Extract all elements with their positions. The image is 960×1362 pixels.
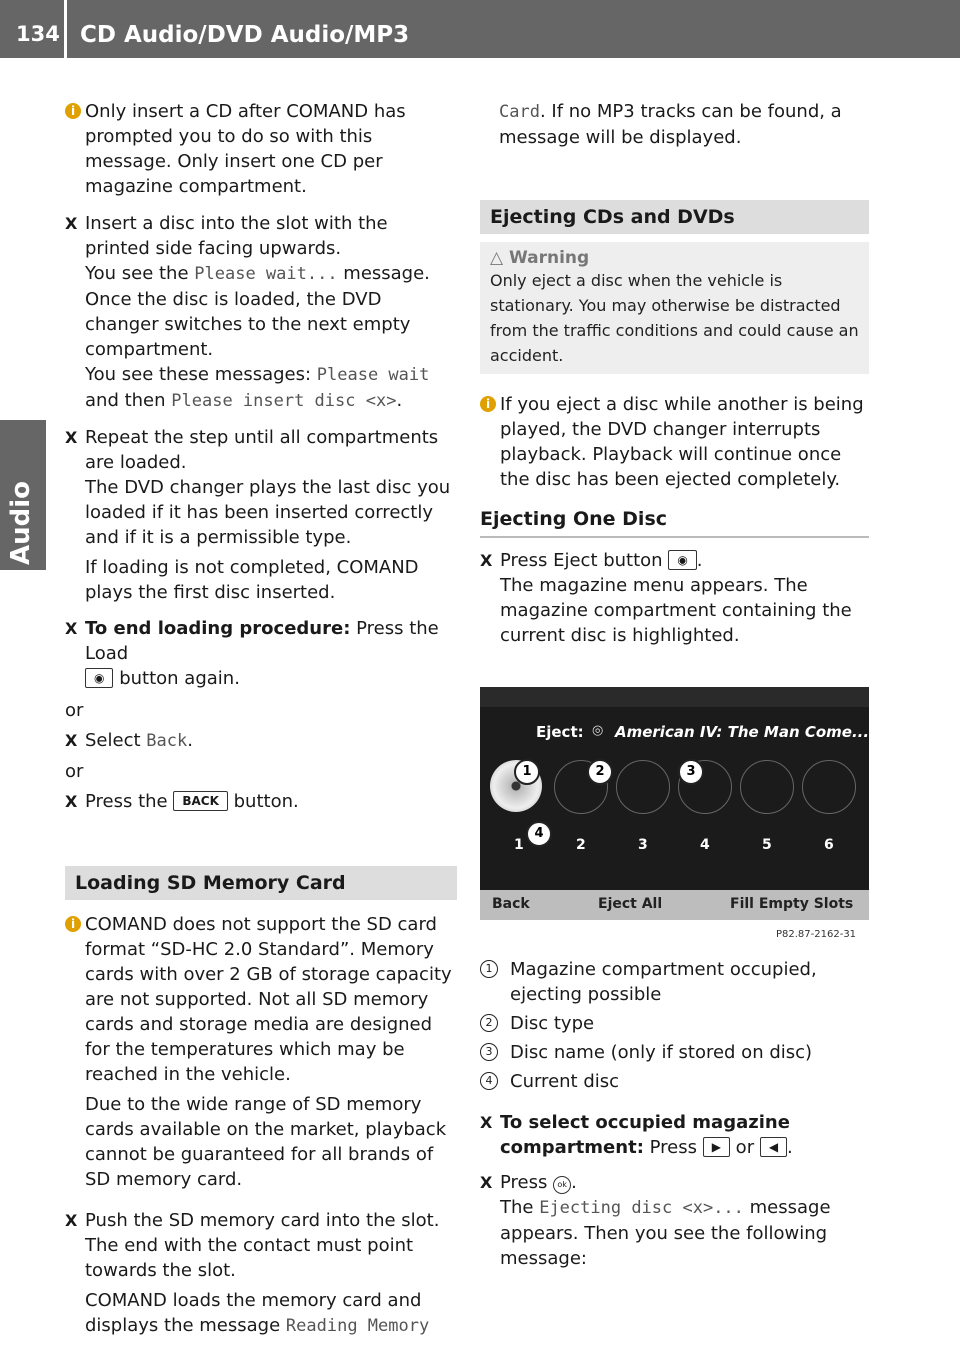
- display-message: Ejecting disc <x>...: [539, 1198, 744, 1218]
- step-text: .: [571, 1172, 577, 1193]
- warning-box: [480, 242, 869, 374]
- step-text: message.: [337, 263, 430, 284]
- step-arrow-icon: X: [65, 428, 78, 447]
- warning-triangle-icon: △: [490, 248, 509, 268]
- step-text: .: [396, 390, 403, 411]
- step-item: [480, 548, 869, 648]
- step-item: [65, 728, 457, 754]
- step-arrow-icon: X: [65, 214, 78, 233]
- step-text: You see the: [85, 263, 195, 284]
- image-code: P82.87-2162-31: [776, 929, 857, 940]
- menu-eject-all: Eject All: [598, 896, 663, 912]
- slot-number: 5: [762, 837, 772, 853]
- legend-item: [480, 1040, 869, 1065]
- magazine-screenshot: [480, 687, 869, 920]
- slot-number: 2: [576, 837, 586, 853]
- eject-icon: ◉: [668, 550, 696, 570]
- section-heading: Loading SD Memory Card: [65, 866, 457, 900]
- step-text: Press the: [85, 791, 174, 812]
- step-text: button.: [227, 791, 299, 812]
- step-item: [480, 1170, 869, 1271]
- step-text: You see these messages:: [85, 364, 317, 385]
- legend-item: [480, 957, 869, 1007]
- step-text: .: [696, 550, 703, 571]
- warning-title: [490, 248, 859, 268]
- step-text: Press: [643, 1137, 703, 1158]
- callout-badge: 4: [526, 821, 552, 847]
- legend-text: Magazine compartment occupied, ejecting possible: [510, 959, 817, 1005]
- step-text: The magazine menu appears. The magazine compartment containing the current disc is highlighted.: [500, 575, 852, 646]
- warning-text: Only eject a disc when the vehicle is stationary. You may otherwise be distracted from the traffic conditions and could cause an accident.: [490, 271, 859, 365]
- step-item: [65, 211, 457, 414]
- step-text: .: [787, 1137, 793, 1158]
- legend-text: Current disc: [510, 1071, 620, 1092]
- chapter-title: CD Audio/DVD Audio/MP3: [80, 22, 410, 48]
- slot-number: 6: [824, 837, 834, 853]
- disc-type-icon: ◎: [592, 723, 604, 738]
- step-text: Push the SD memory card into the slot. The end with the contact must point towards the slot.: [85, 1210, 440, 1281]
- right-arrow-icon: ▶: [703, 1137, 730, 1157]
- step-text: Select: [85, 730, 147, 751]
- step-arrow-icon: X: [65, 1211, 78, 1230]
- back-key-icon: BACK: [173, 791, 228, 811]
- display-message: Please wait...: [194, 264, 338, 284]
- step-text: Press Eject button: [500, 550, 669, 571]
- load-icon: ◉: [85, 668, 113, 688]
- step-text: or: [729, 1137, 760, 1158]
- step-text: message appears. Then you see the following message:: [500, 1197, 831, 1269]
- step-arrow-icon: X: [480, 551, 493, 570]
- eject-label: Eject:: [536, 723, 584, 741]
- step-text: and then: [85, 390, 172, 411]
- step-text: Repeat the step until all compartments are loaded.: [85, 427, 439, 473]
- display-message: Back: [146, 731, 188, 751]
- legend-number: 2: [480, 1014, 498, 1032]
- left-arrow-icon: ◀: [760, 1137, 787, 1157]
- legend-number: 1: [480, 960, 498, 978]
- display-message: Card: [499, 102, 540, 122]
- step-text: Insert a disc into the slot with the printed side facing upwards.: [85, 213, 388, 259]
- or-text: or: [65, 700, 84, 721]
- slot-number: 4: [700, 837, 710, 853]
- step-item: [65, 1208, 457, 1339]
- step-text: . If no MP3 tracks can be found, a message will be displayed.: [499, 101, 842, 148]
- step-text: button again.: [113, 668, 240, 689]
- slot-number: 3: [638, 837, 648, 853]
- step-text: Press: [500, 1172, 554, 1193]
- step-text: Once the disc is loaded, the DVD changer switches to the next empty compartment.: [85, 289, 411, 360]
- info-text: Due to the wide range of SD memory cards available on the market, playback cannot be guaranteed for all brands of SD memory card.: [85, 1094, 447, 1190]
- slot-ring: [616, 760, 670, 814]
- info-text: If you eject a disc while another is being played, the DVD changer interrupts playback. Playback will continue once the disc has been ejected completely.: [500, 394, 864, 490]
- menu-fill-empty-slots: Fill Empty Slots: [730, 896, 854, 912]
- info-note: [65, 912, 457, 1192]
- step-item: [65, 616, 457, 691]
- display-message: Please wait: [316, 365, 430, 385]
- right-column: [480, 99, 869, 648]
- subheading: Ejecting One Disc: [480, 508, 869, 538]
- section-heading: Ejecting CDs and DVDs: [480, 200, 869, 234]
- legend-item: [480, 1011, 869, 1036]
- legend-block: [480, 957, 869, 1271]
- step-arrow-icon: X: [65, 731, 78, 750]
- step-arrow-icon: X: [480, 1113, 493, 1132]
- step-arrow-icon: X: [65, 619, 78, 638]
- step-text: The: [500, 1197, 540, 1218]
- step-bold: To end loading procedure:: [85, 618, 351, 639]
- info-icon: i: [480, 396, 496, 412]
- step-item: [65, 789, 457, 814]
- slot-ring: [802, 760, 856, 814]
- header-divider: [64, 0, 67, 58]
- info-icon: i: [65, 916, 81, 932]
- info-text: Only insert a CD after COMAND has prompted you to do so with this message. Only insert one CD per magazine compartment.: [85, 101, 406, 197]
- legend-item: [480, 1069, 869, 1094]
- callout-badge: 3: [678, 759, 704, 785]
- legend-text: Disc type: [510, 1013, 595, 1034]
- page-number: 134: [16, 22, 60, 46]
- slot-number: 1: [514, 837, 524, 853]
- ok-button-icon: ok: [553, 1176, 571, 1194]
- step-item: [65, 425, 457, 605]
- warning-title-text: Warning: [509, 248, 590, 268]
- step-text: The DVD changer plays the last disc you loaded if it has been inserted correctly and if it is a permissible type.: [85, 477, 451, 548]
- step-text: COMAND loads the memory card and displays the message: [85, 1290, 422, 1336]
- legend-number: 3: [480, 1043, 498, 1061]
- slot-ring: [740, 760, 794, 814]
- screen-top-bar: [480, 687, 869, 707]
- info-note: [65, 99, 457, 199]
- display-message: Please insert disc <x>: [171, 391, 397, 411]
- info-icon: i: [65, 103, 81, 119]
- legend-number: 4: [480, 1072, 498, 1090]
- or-text: or: [65, 761, 84, 782]
- continued-text: [480, 99, 869, 150]
- step-text: .: [187, 730, 193, 751]
- info-text: COMAND does not support the SD card format “SD-HC 2.0 Standard”. Memory cards with over 2 GB of storage capacity are not supported. Not all SD memory cards and storage media are designed for the temperatures which may be reached in the vehicle.: [85, 914, 452, 1085]
- step-arrow-icon: X: [65, 792, 78, 811]
- legend-text: Disc name (only if stored on disc): [510, 1042, 813, 1063]
- step-item: [480, 1110, 869, 1160]
- left-column: [65, 99, 457, 1339]
- step-arrow-icon: X: [480, 1173, 493, 1192]
- step-text: Press the Load: [85, 618, 439, 664]
- step-bold: To select occupied magazine compartment:: [500, 1112, 790, 1158]
- album-title: American IV: The Man Come...: [615, 723, 870, 741]
- callout-badge: 1: [514, 759, 540, 785]
- callout-badge: 2: [587, 759, 613, 785]
- display-message: Reading Memory: [285, 1316, 430, 1336]
- side-tab-label: Audio: [6, 480, 36, 565]
- info-note: [480, 392, 869, 492]
- menu-back: Back: [492, 896, 530, 912]
- step-text: If loading is not completed, COMAND plays the first disc inserted.: [85, 557, 419, 603]
